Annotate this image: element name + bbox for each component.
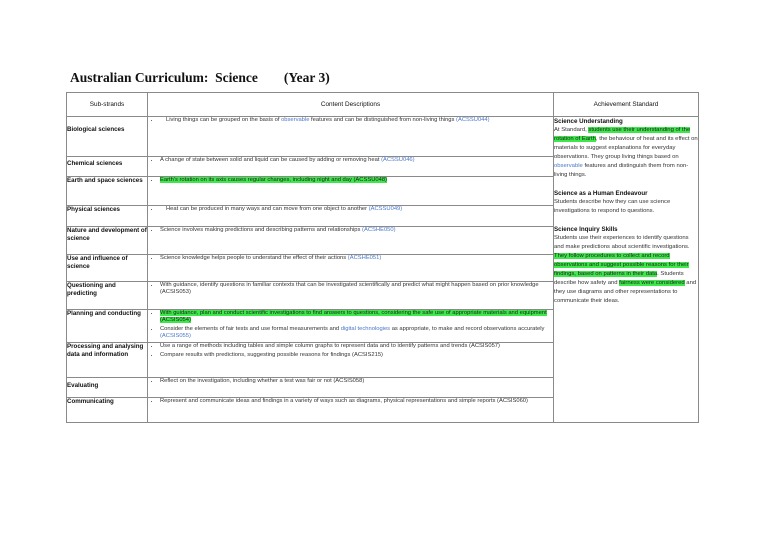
substrand-earth: Earth and space sciences [67, 177, 148, 206]
highlight: fairness were considered [619, 280, 685, 286]
substrand-planning: Planning and conducting [67, 310, 148, 343]
curriculum-table [66, 92, 699, 423]
content-earth [148, 177, 554, 206]
highlight: With guidance, plan and conduct scientific investigations to find answers to questions, considering the safe use of appropriate materials and equipment (ACSIS054) [160, 310, 547, 323]
code-link[interactable]: (ACSHE050) [362, 227, 396, 233]
text-understanding: At Standard, students use their understanding of the rotation of Earth, the behaviour of heat and its effect on materials to suggest explanations for everyday observations. They group living things based on observable features and distinguish them from non-living things. [554, 127, 698, 178]
substrand-questioning: Questioning and predicting [67, 282, 148, 310]
text-endeavour: Students describe how they can use science investigations to respond to questions. [554, 199, 671, 214]
code-link[interactable]: (ACSSU046) [381, 157, 415, 163]
content-evaluating: • Reflect on the investigation, including whether a test was fair or not (ACSIS058) [148, 378, 554, 398]
substrand-nature: Nature and development of science [67, 227, 148, 255]
substrand-chemical: Chemical sciences [67, 157, 148, 177]
header-achievement: Achievement Standard [554, 93, 699, 117]
header-substrands: Sub-strands [67, 93, 148, 117]
highlight: They follow procedures to collect and record observations and suggest possible reasons for their findings, based on patterns in their data [554, 253, 689, 277]
substrand-biological: Biological sciences [67, 117, 148, 157]
substrand-physical: Physical sciences [67, 206, 148, 227]
substrand-use: Use and influence of science [67, 255, 148, 282]
heading-endeavour: Science as a Human Endeavour [554, 190, 648, 197]
code-link[interactable]: (ACSSU049) [368, 206, 403, 212]
year-label: (Year 3) [283, 70, 330, 85]
content-use: • Science knowledge helps people to understand the effect of their actions (ACSHE051) [148, 255, 554, 282]
title-text: Australian Curriculum: Science [70, 70, 258, 85]
substrand-communicating: Communicating [67, 398, 148, 423]
content-physical: • Heat can be produced in many ways and can move from one object to another (ACSSU049) [148, 206, 554, 227]
code-link[interactable]: (ACSSU044) [456, 117, 490, 123]
link-observable[interactable]: observable [554, 163, 583, 169]
text-inquiry: Students use their experiences to identify questions and make predictions about scientific investigations. They follow procedures to collect and record observations and suggest possible reasons for their findings, based on patterns in their data. Students describe how safety and fairness were considered and they use diagrams and other representations to communicate their ideas. [554, 235, 697, 304]
content-chemical: • A change of state between solid and liquid can be caused by adding or removing heat (ACSSU046) [148, 157, 554, 177]
content-processing: • Use a range of methods including tables and simple column graphs to represent data and to identify patterns and trends (ACSIS057) • Compare results with predictions, suggesting possible reasons for findings (ACSIS215) [148, 343, 554, 378]
link-observable[interactable]: observable [281, 117, 310, 123]
substrand-evaluating: Evaluating [67, 378, 148, 398]
highlight: Earth's rotation on its axis causes regular changes, including night and day (ACSSU048) [160, 177, 387, 183]
heading-understanding: Science Understanding [554, 118, 623, 125]
document-title [70, 70, 330, 86]
header-content: Content Descriptions [148, 93, 554, 117]
content-communicating: • Represent and communicate ideas and findings in a variety of ways such as diagrams, physical representations and simple reports (ACSIS060) [148, 398, 554, 423]
content-nature: • Science involves making predictions and describing patterns and relationships (ACSHE050) [148, 227, 554, 255]
code-link[interactable]: (ACSIS055) [160, 333, 191, 339]
link-digital-technologies[interactable]: digital technologies [340, 326, 391, 332]
header-row [67, 93, 699, 117]
content-planning: • With guidance, plan and conduct scientific investigations to find answers to questions, considering the safe use of appropriate materials and equipment (ACSIS054) • Consider the elements of fair tests and use formal measurements and digital technologies as appropriate, to make and record observations accurately (ACSIS055) [148, 310, 554, 343]
content-biological: • Living things can be grouped on the basis of observable features and can be distinguished from non-living things (ACSSU044) [148, 117, 554, 157]
code-link[interactable]: (ACSHE051) [347, 255, 382, 261]
content-questioning: • With guidance, identify questions in familiar contexts that can be investigated scientifically and predict what might happen based on prior knowledge (ACSIS053) [148, 282, 554, 310]
substrand-processing: Processing and analysing data and information [67, 343, 148, 378]
highlight: students use their understanding of the rotation of Earth [554, 127, 691, 142]
table-row [67, 117, 699, 157]
heading-inquiry: Science Inquiry Skills [554, 226, 618, 233]
achievement-standard [554, 117, 699, 423]
